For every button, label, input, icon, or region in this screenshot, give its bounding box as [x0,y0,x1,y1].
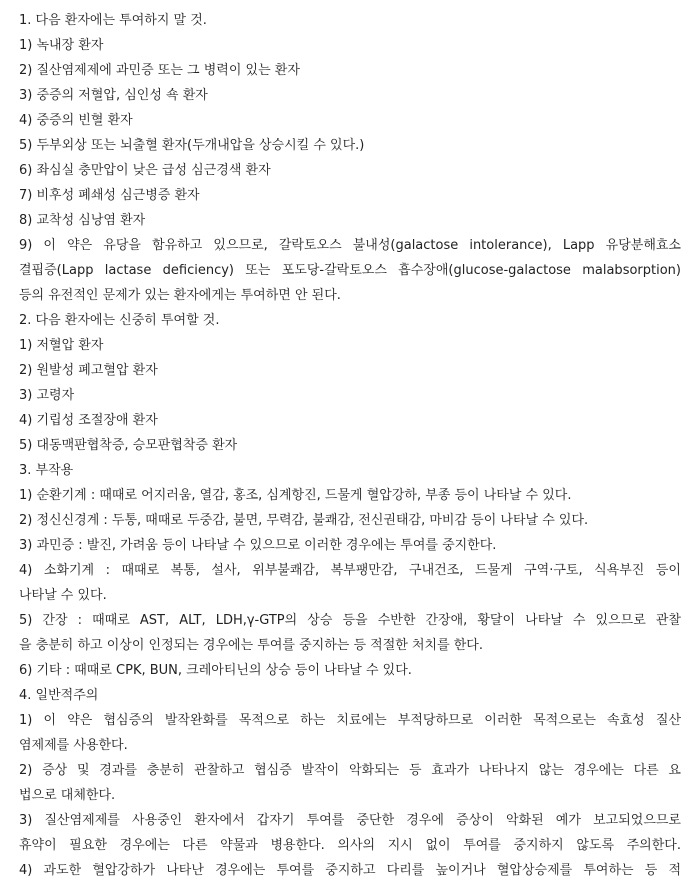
text-line: 2) 증상 및 경과를 충분히 관찰하고 협심증 발작이 악화되는 등 효과가 나타나지 않는 경우에는 다른 요 [19,763,681,778]
text-line: 4) 기립성 조절장애 환자 [19,413,158,428]
text-line: 9) 이 약은 유당을 함유하고 있으므로, 갈락토오스 불내성(galactose intolerance), Lapp 유당분해효소 [19,238,681,253]
document-body [19,8,681,883]
text-line: 4) 과도한 혈압강하가 나타난 경우에는 투여를 중지하고 다리를 높이거나 혈압상승제를 투여하는 등 적 [19,863,681,878]
text-line: 결핍증(Lapp lactase deficiency) 또는 포도당-갈락토오스 흡수장애(glucose-galactose malabsorption) [19,263,681,278]
text-line: 법으로 대체한다. [19,788,116,803]
text-line: 1) 저혈압 환자 [19,338,104,353]
text-line: 3) 과민증 : 발진, 가려움 등이 나타날 수 있으므로 이러한 경우에는 투여를 중지한다. [19,538,497,553]
text-line: 3) 고령자 [19,388,75,403]
text-line: 2) 정신신경계 : 두통, 때때로 두중감, 불면, 무력감, 불쾌감, 전신권태감, 마비감 등이 나타날 수 있다. [19,513,589,528]
text-line: 5) 두부외상 또는 뇌출혈 환자(두개내압을 상승시킬 수 있다.) [19,138,365,153]
text-line: 5) 대동맥판협착증, 승모판협착증 환자 [19,438,238,453]
text-line: 6) 기타 : 때때로 CPK, BUN, 크레아티닌의 상승 등이 나타날 수 있다. [19,663,412,678]
text-line: 나타날 수 있다. [19,588,107,603]
text-line: 3) 중증의 저혈압, 심인성 쇽 환자 [19,88,208,103]
text-line: 6) 좌심실 충만압이 낮은 급성 심근경색 환자 [19,163,271,178]
text-line: 염제제를 사용한다. [19,738,128,753]
text-line: 1. 다음 환자에는 투여하지 말 것. [19,13,207,28]
text-line: 5) 간장 : 때때로 AST, ALT, LDH,γ-GTP의 상승 등을 수반한 간장애, 황달이 나타날 수 있으므로 관찰 [19,613,681,628]
text-line: 7) 비후성 폐쇄성 심근병증 환자 [19,188,200,203]
text-line: 1) 이 약은 협심증의 발작완화를 목적으로 하는 치료에는 부적당하므로 이러한 목적으로는 속효성 질산 [19,713,681,728]
text-line: 2. 다음 환자에는 신중히 투여할 것. [19,313,220,328]
text-line: 휴약이 필요한 경우에는 다른 약물과 병용한다. 의사의 지시 없이 투여를 중지하지 않도록 주의한다. [19,838,681,853]
text-line: 4. 일반적주의 [19,688,99,703]
text-line: 2) 질산염제제에 과민증 또는 그 병력이 있는 환자 [19,63,300,78]
text-line: 3) 질산염제제를 사용중인 환자에서 갑자기 투여를 중단한 경우에 증상이 악화된 예가 보고되었으므로 [19,813,681,828]
text-line: 8) 교착성 심낭염 환자 [19,213,146,228]
text-line: 3. 부작용 [19,463,74,478]
text-line: 등의 유전적인 문제가 있는 환자에게는 투여하면 안 된다. [19,288,341,303]
text-line: 4) 중증의 빈혈 환자 [19,113,133,128]
text-line: 4) 소화기계 : 때때로 복통, 설사, 위부불쾌감, 복부팽만감, 구내건조, 드물게 구역·구토, 식욕부진 등이 [19,563,681,578]
text-line: 1) 녹내장 환자 [19,38,104,53]
text-line: 을 충분히 하고 이상이 인정되는 경우에는 투여를 중지하는 등 적절한 처치를 한다. [19,638,484,653]
text-line: 2) 원발성 폐고혈압 환자 [19,363,158,378]
text-line: 1) 순환기계 : 때때로 어지러움, 열감, 홍조, 심계항진, 드물게 혈압강하, 부종 등이 나타날 수 있다. [19,488,572,503]
